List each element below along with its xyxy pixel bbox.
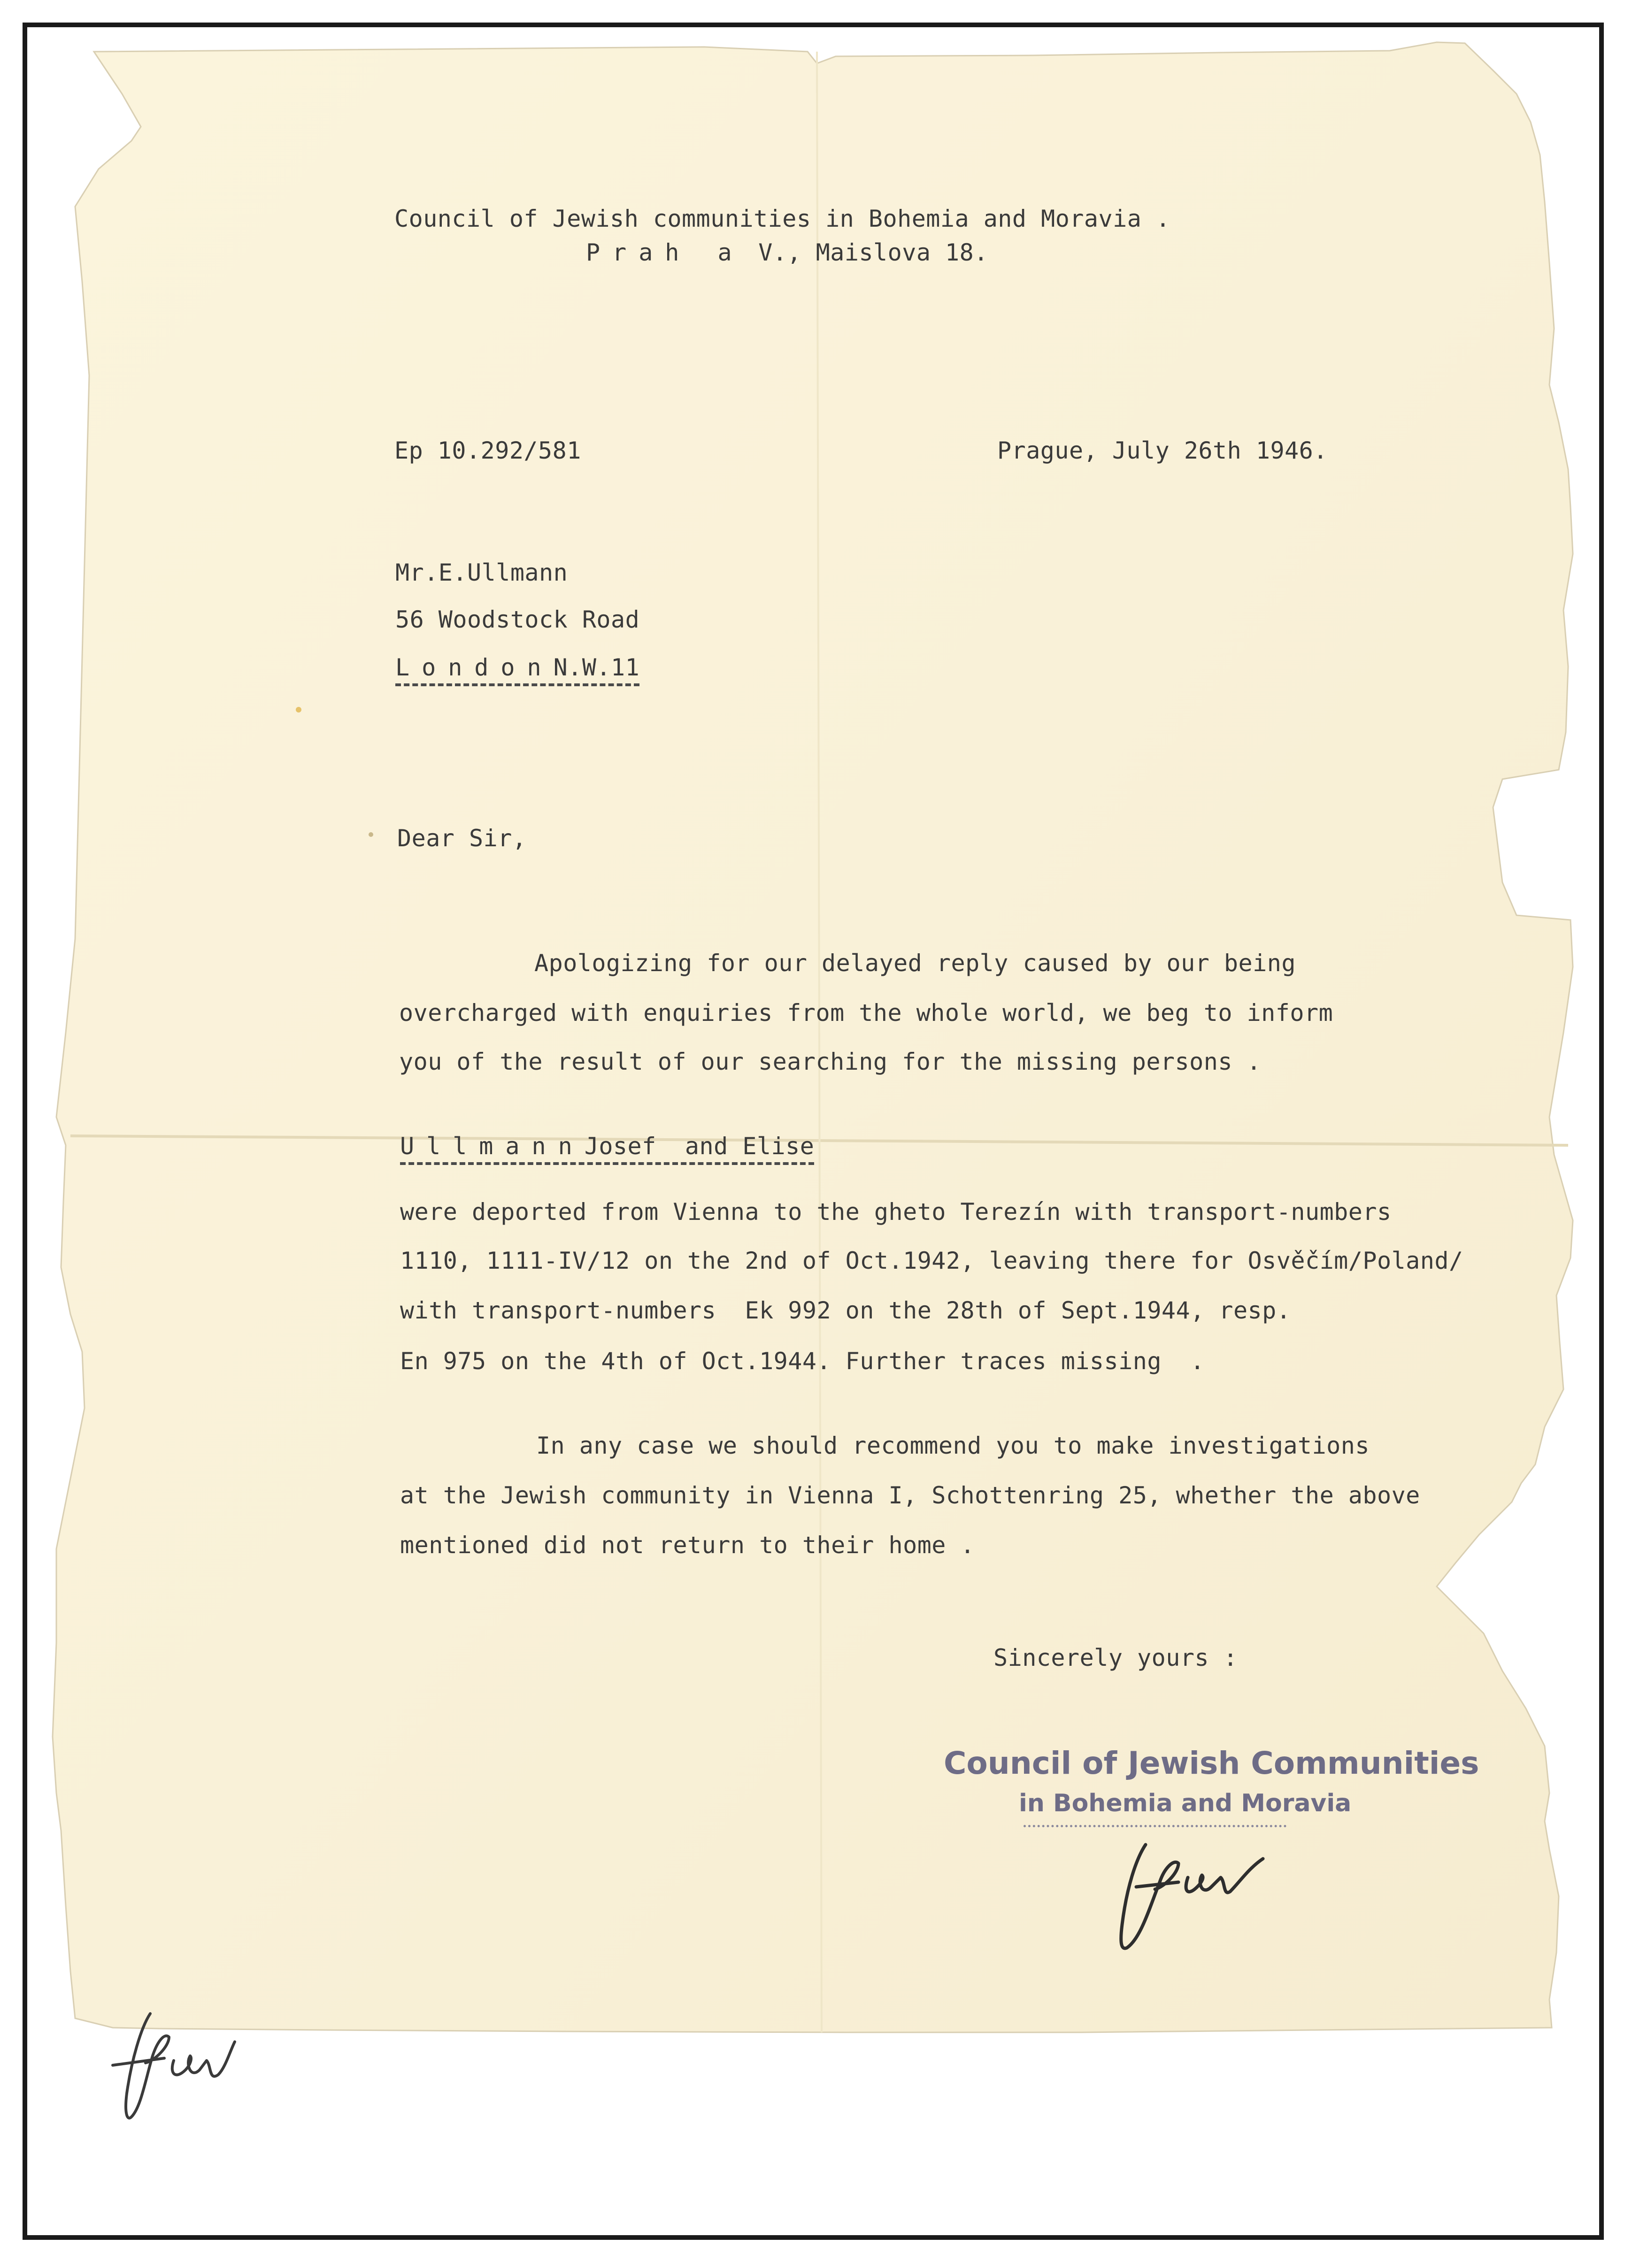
scan-border: [23, 23, 1604, 2240]
paragraph-1-line-1: Apologizing for our delayed reply caused by our being: [534, 950, 1296, 977]
letterhead-line-2: [586, 238, 988, 267]
recipient-name: Mr.E.Ullmann: [395, 559, 568, 586]
paragraph-2-line-2: 1110, 1111-IV/12 on the 2nd of Oct.1942, leaving there for Osvěčím/Poland/: [400, 1247, 1463, 1274]
paragraph-2-line-3: with transport-numbers Ek 992 on the 28th of Sept.1944, resp.: [400, 1297, 1291, 1324]
letterhead-address: V., Maislova 18.: [744, 239, 988, 266]
letter-date: Prague, July 26th 1946.: [997, 437, 1328, 464]
organization-stamp-line-1: Council of Jewish Communities: [944, 1745, 1479, 1781]
closing: Sincerely yours :: [993, 1644, 1238, 1671]
recipient-city: [395, 653, 639, 686]
paragraph-1-line-2: overcharged with enquiries from the whole world, we beg to inform: [399, 999, 1333, 1027]
recipient-postcode: N.W.11: [553, 654, 640, 681]
missing-persons-given-names: Josef and Elise: [584, 1133, 815, 1160]
letterhead-line-1: Council of Jewish communities in Bohemia and Moravia .: [394, 205, 1170, 232]
handwritten-signature: [1108, 1831, 1286, 1962]
missing-persons-surname: Ullmann: [400, 1133, 585, 1160]
recipient-street: 56 Woodstock Road: [395, 606, 640, 633]
stamp-underline: [1024, 1825, 1286, 1827]
paragraph-2-line-1: were deported from Vienna to the gheto Terezín with transport-numbers: [400, 1198, 1392, 1226]
reference-number: Ep 10.292/581: [394, 437, 581, 464]
organization-stamp-line-2: in Bohemia and Moravia: [1019, 1789, 1352, 1817]
paragraph-1-line-3: you of the result of our searching for the missing persons .: [399, 1048, 1262, 1075]
paragraph-2-line-4: En 975 on the 4th of Oct.1944. Further traces missing .: [400, 1348, 1205, 1375]
letterhead-city: Prah a: [586, 239, 744, 266]
missing-persons-names: [400, 1132, 814, 1165]
salutation: Dear Sir,: [397, 825, 527, 852]
paragraph-3-line-2: at the Jewish community in Vienna I, Schottenring 25, whether the above: [400, 1482, 1420, 1509]
recipient-city-name: London: [395, 654, 554, 681]
paragraph-3-line-3: mentioned did not return to their home .: [400, 1532, 975, 1559]
paragraph-3-line-1: In any case we should recommend you to make investigations: [536, 1432, 1370, 1459]
archive-initials: [94, 2000, 244, 2136]
